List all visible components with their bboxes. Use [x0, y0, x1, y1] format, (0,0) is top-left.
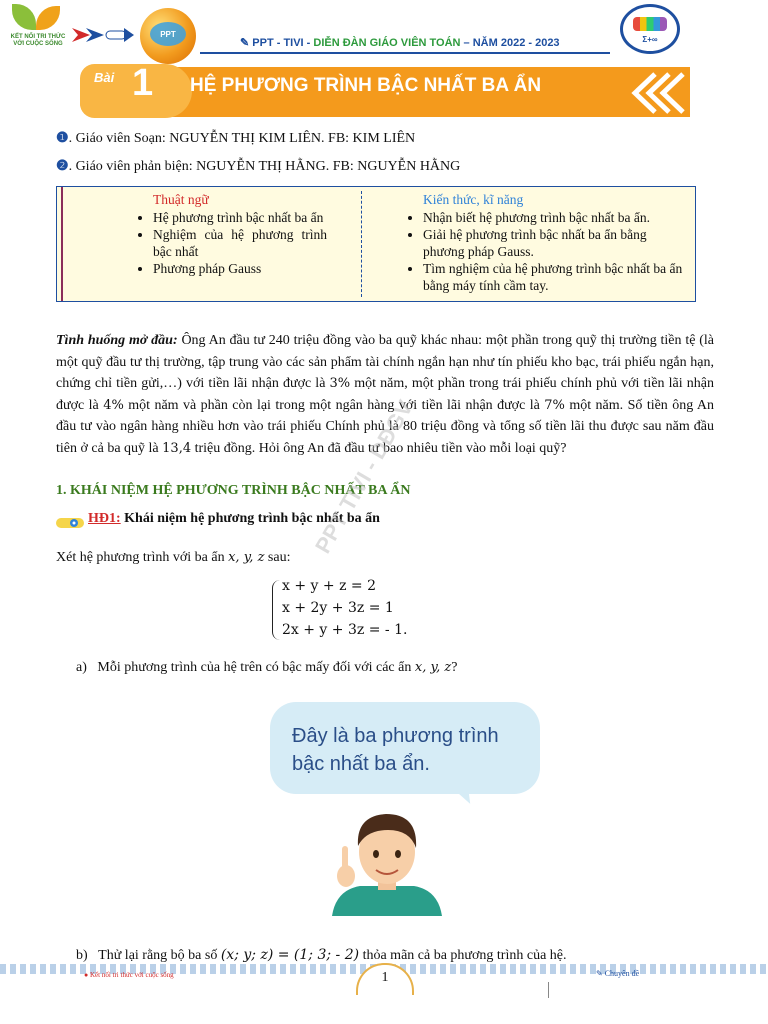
- speech-bubble-text: Đây là ba phương trình bậc nhất ba ẩn.: [292, 725, 499, 775]
- term-item: • Hệ phương trình bậc nhất ba ẩn: [153, 209, 327, 226]
- system-brace: [272, 580, 281, 640]
- arrows-decoration-icon: [72, 24, 134, 46]
- skill-item: • Tìm nghiệm của hệ phương trình bậc nhất ba ẩn bằng máy tính cầm tay.: [423, 260, 691, 294]
- footer-right-text: ✎ Chuyên đề: [596, 969, 640, 978]
- author-line-1: ❶. Giáo viên Soạn: NGUYỄN THỊ KIM LIÊN. FB: KIM LIÊN: [56, 131, 416, 146]
- opening-situation: Tình huống mở đầu: Ông An đầu tư 240 triệu đồng vào ba quỹ khác nhau: một phần trong quỹ thị trường tiền tệ (là một quỹ đầu tư thị trường, tập trung vào các sản phẩm tài chính ngắn hạn như tín phiếu kho bạc, trái phiếu ngắn hạn, chứng chỉ tiền gửi,…) với tiền lãi nhận được là 3% một năm, một phần trong trái phiếu chính phủ với tiền lãi nhận được là 4% một năm và phần còn lại trong một ngân hàng với tiền lãi nhận được là 7% một năm. Số tiền ông An đầu tư vào ngân hàng nhiều hơn vào trái phiếu Chính phủ là 80 triệu đồng và tổng số tiền lãi thu được sau năm đầu tiên ở cả ba quỹ là 13,4 triệu đồng. Hỏi ông An đã đầu tư bao nhiêu tiền vào mỗi loại quỹ?: [56, 333, 715, 456]
- lesson-number: 1: [132, 62, 154, 104]
- terms-skills-box: [56, 186, 696, 302]
- ppt-ball-logo: [140, 8, 196, 64]
- activity-heading: HĐ1: Khái niệm hệ phương trình bậc nhất ba ẩn: [88, 511, 380, 526]
- terms-column: [131, 191, 327, 277]
- terms-heading: Thuật ngữ: [153, 192, 209, 207]
- consider-line: Xét hệ phương trình với ba ẩn x, y, z sau:: [56, 550, 291, 565]
- watermark: PPT TIVI - DĐGV: [310, 395, 418, 558]
- lesson-label: Bài: [94, 70, 115, 85]
- author-line-2: ❷. Giáo viên phản biện: NGUYỄN THỊ HẰNG. FB: NGUYỄN HẰNG: [56, 159, 461, 174]
- activity-pointer-icon: [56, 516, 88, 530]
- speech-bubble: [270, 702, 540, 794]
- equation-3: 2x + y + 3z = - 1.: [282, 622, 408, 638]
- page-number: 1: [381, 970, 389, 985]
- question-a: a) Mỗi phương trình của hệ trên có bậc mấy đối với các ẩn x, y, z?: [76, 660, 458, 675]
- term-item: • Nghiệm của hệ phương trình bậc nhất: [153, 226, 327, 260]
- publisher-logo: [6, 4, 68, 50]
- equation-1: x + y + z = 2: [282, 578, 376, 594]
- boy-illustration: [326, 806, 448, 916]
- ppt-ball-label: PPT: [160, 30, 176, 39]
- forum-logo: Σ+∞: [620, 4, 680, 54]
- footer-left-text: ● Kết nối tri thức với cuộc sống: [84, 971, 174, 979]
- skill-item: • Nhận biết hệ phương trình bậc nhất ba ẩn.: [423, 209, 691, 226]
- bullet-icon: ●: [84, 971, 90, 979]
- edit-icon: ✎: [596, 969, 605, 978]
- equation-2: x + 2y + 3z = 1: [282, 600, 394, 616]
- term-item: • Phương pháp Gauss: [153, 260, 327, 277]
- footer-tick: [548, 982, 549, 998]
- edit-icon: ✎: [240, 37, 253, 49]
- header-title: ✎ PPT - TIVI - DIỄN ĐÀN GIÁO VIÊN TOÁN – NĂM 2022 - 2023: [240, 37, 560, 49]
- equation-system: [272, 578, 408, 644]
- skills-heading: Kiến thức, kĩ năng: [423, 192, 524, 207]
- section-heading: 1. KHÁI NIỆM HỆ PHƯƠNG TRÌNH BẬC NHẤT BA ẨN: [56, 483, 411, 498]
- skills-column: [401, 191, 691, 294]
- header-rule: [200, 52, 610, 54]
- question-b: b) Thử lại rằng bộ ba số (x; y; z) = (1; 3; - 2) thỏa mãn cả ba phương trình của hệ.: [76, 947, 567, 963]
- lesson-title: HỆ PHƯƠNG TRÌNH BẬC NHẤT BA ẨN: [190, 75, 542, 96]
- publisher-logo-text: KẾT NỐI TRI THỨC VỚI CUỘC SỐNG: [10, 34, 66, 47]
- skill-item: • Giải hệ phương trình bậc nhất ba ẩn bằng phương pháp Gauss.: [423, 226, 691, 260]
- chevron-decoration-icon: [585, 72, 685, 114]
